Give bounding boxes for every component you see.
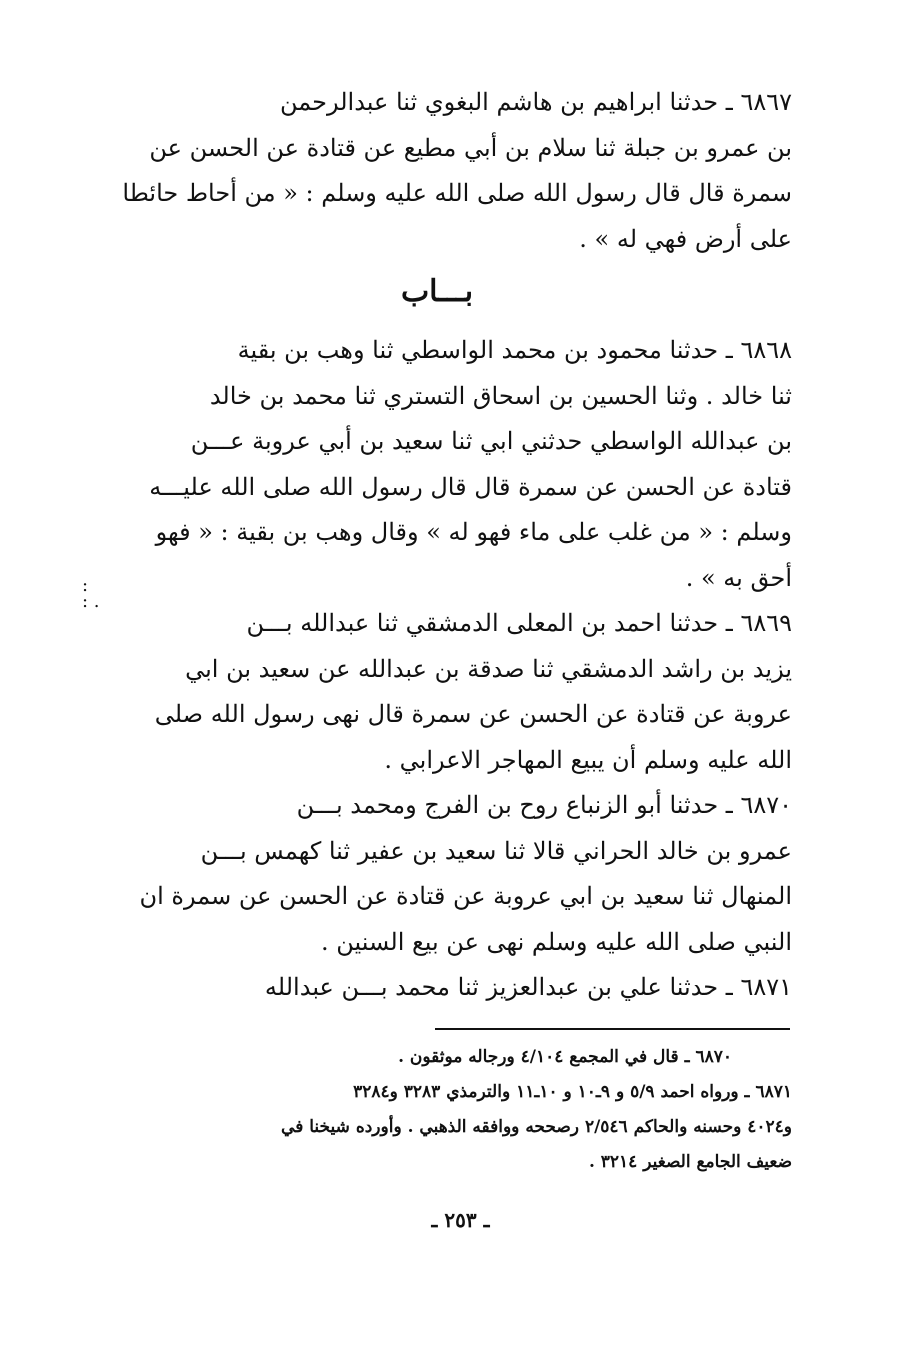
text-line: قتادة عن الحسن عن سمرة قال قال رسول الله صلى الله عليـــه [149,472,792,501]
hadith-6870 [82,783,792,965]
page-number: ـ ٢٥٣ ـ [431,1208,490,1232]
text-line: بن عبدالله الواسطي حدثني ابي ثنا سعيد بن أبي عروبة عـــن [190,427,792,455]
text-line: ٦٨٦٧ ـ حدثنا ابراهيم بن هاشم البغوي ثنا عبدالرحمن [279,88,792,116]
text-line: يزيد بن راشد الدمشقي ثنا صدقة بن عبدالله عن سعيد بن ابي [185,654,792,683]
text-line: عروبة عن قتادة عن الحسن عن سمرة قال نهى رسول الله صلى [154,700,792,728]
hadith-6869 [82,601,792,783]
text-line: أحق به » . [685,563,792,592]
footnote-6871-line: ٦٨٧١ ـ ورواه احمد ٥/٩ و ٩ـ١٠ و ١٠ـ١١ والترمذي ٣٢٨٣ و٣٢٨٤ [353,1082,792,1102]
text-line: وسلم : « من غلب على ماء فهو له » وقال وهب بن بقية : « فهو [155,518,792,546]
main-text [82,80,792,1011]
margin-dots: : : . [82,575,100,612]
footnote-6870: ٦٨٧٠ ـ قال في المجمع ٤/١٠٤ ورجاله موثقون . [398,1047,732,1067]
text-line: ٦٨٦٩ ـ حدثنا احمد بن المعلى الدمشقي ثنا عبدالله بـــن [246,609,792,637]
text-line: عمرو بن خالد الحراني قالا ثنا سعيد بن عفير ثنا كهمس بـــن [200,836,792,865]
text-line: ٦٨٧٠ ـ حدثنا أبو الزنباع روح بن الفرج ومحمد بـــن [296,791,792,819]
text-line: النبي صلى الله عليه وسلم نهى عن بيع السنين . [320,927,792,956]
text-line: ٦٨٧١ ـ حدثنا علي بن عبدالعزيز ثنا محمد بـــن عبدالله [264,973,792,1001]
text-line: ٦٨٦٨ ـ حدثنا محمود بن محمد الواسطي ثنا وهب بن بقية [237,336,792,364]
text-line: بن عمرو بن جبلة ثنا سلام بن أبي مطيع عن قتادة عن الحسن عن [149,133,792,162]
text-line: سمرة قال قال رسول الله صلى الله عليه وسلم : « من أحاط حائطا [122,179,792,207]
hadith-6871 [82,965,792,1011]
footnote-6871-line: ضعيف الجامع الصغير ٣٢١٤ . [588,1152,792,1172]
text-line: ثنا خالد . وثنا الحسين بن اسحاق التستري ثنا محمد بن خالد [209,381,792,410]
section-heading: بـــاب [400,274,474,309]
footnote-divider [435,1028,790,1030]
text-line: الله عليه وسلم أن يبيع المهاجر الاعرابي . [384,745,792,774]
text-line: المنهال ثنا سعيد بن ابي عروبة عن قتادة عن الحسن عن سمرة ان [139,882,792,910]
hadith-6868 [82,328,792,601]
text-line: على أرض فهي له » . [579,224,792,253]
hadith-6867 [82,80,792,262]
footnotes [82,1040,792,1180]
footnote-6871-line: و٤٠٢٤ وحسنه والحاكم ٢/٥٤٦ رصححه ووافقه الذهبي . وأورده شيخنا في [281,1117,792,1137]
